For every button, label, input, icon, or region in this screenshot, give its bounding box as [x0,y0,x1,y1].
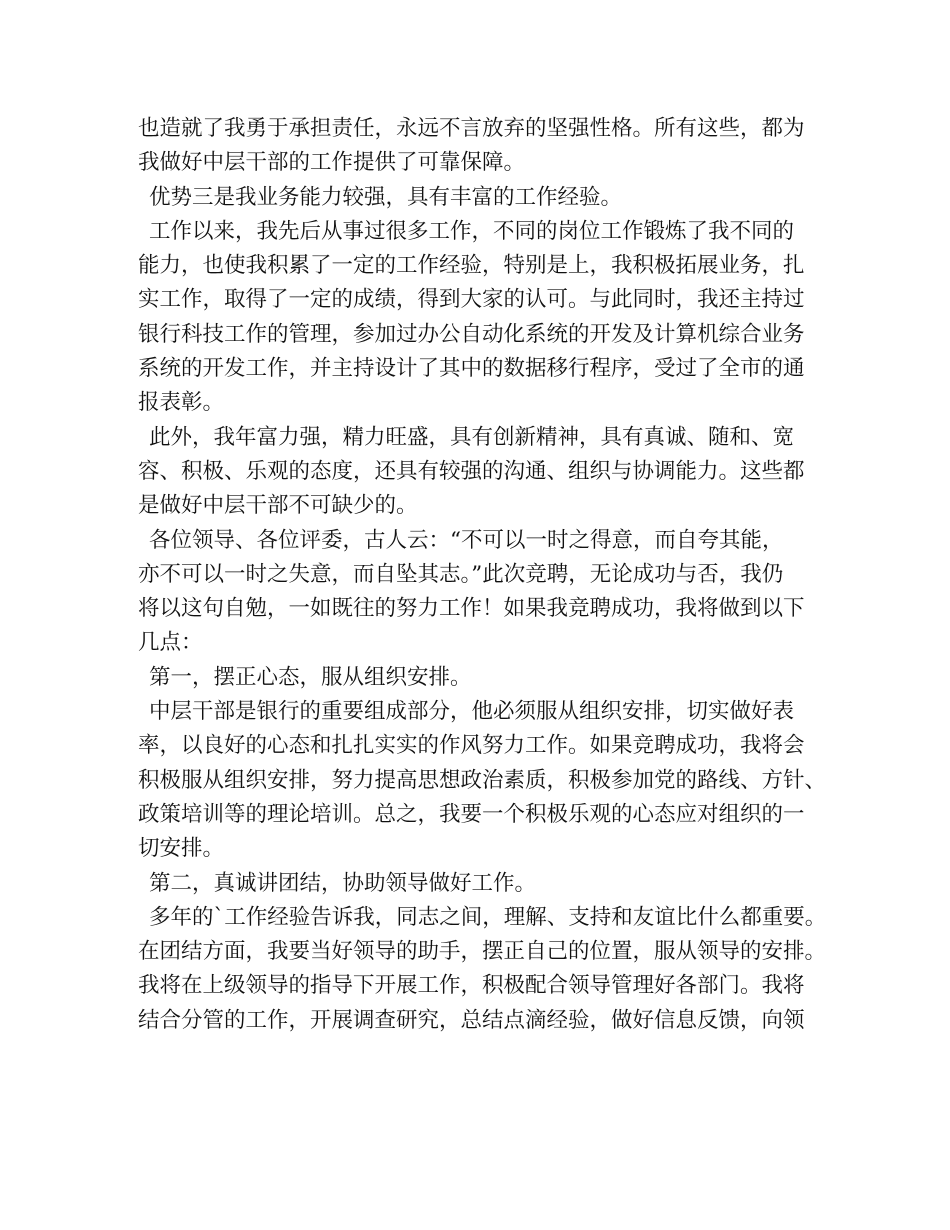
text-line: 在团结方面，我要当好领导的助手，摆正自己的位置，服从领导的安排。 [138,939,827,965]
text-line: 政策培训等的理论培训。总之，我要一个积极乐观的心态应对组织的一 [138,801,805,827]
text-line: 率，以良好的心态和扎扎实实的作风努力工作。如果竞聘成功，我将会 [138,733,805,759]
text-line: 第一，摆正心态，服从组织安排。 [149,664,472,690]
text-line: 系统的开发工作，并主持设计了其中的数据移行程序，受过了全市的通 [138,356,805,382]
text-line: 此外，我年富力强，精力旺盛，具有创新精神，具有真诚、随和、宽 [149,424,795,450]
text-line: 第二，真诚讲团结，协助领导做好工作。 [149,870,537,896]
text-line: 我将在上级领导的指导下开展工作，积极配合领导管理好各部门。我将 [138,973,805,999]
text-line: 积极服从组织安排，努力提高思想政治素质，积极参加党的路线、方针、 [138,767,827,793]
text-line: 实工作，取得了一定的成绩，得到大家的认可。与此同时，我还主持过 [138,287,805,313]
text-line: 能力，也使我积累了一定的工作经验，特别是上，我积极拓展业务，扎 [138,253,805,279]
text-line: 结合分管的工作，开展调查研究，总结点滴经验，做好信息反馈，向领 [138,1007,805,1033]
text-line: 多年的`工作经验告诉我，同志之间，理解、支持和友谊比什么都重要。 [149,904,827,930]
text-line: 各位领导、各位评委，古人云：“不可以一时之得意，而自夸其能， [149,527,784,553]
document-body [138,112,828,1038]
text-line: 中层干部是银行的重要组成部分，他必须服从组织安排，切实做好表 [149,699,795,725]
text-line: 报表彰。 [138,390,225,416]
text-line: 亦不可以一时之失意，而自坠其志。”此次竞聘，无论成功与否，我仍 [138,561,784,587]
text-line: 是做好中层干部不可缺少的。 [138,493,418,519]
text-line: 我做好中层干部的工作提供了可靠保障。 [138,150,526,176]
text-line: 切安排。 [138,836,225,862]
text-line: 几点： [138,630,203,656]
text-line: 也造就了我勇于承担责任，永远不言放弃的坚强性格。所有这些，都为 [138,116,805,141]
text-line: 优势三是我业务能力较强，具有丰富的工作经验。 [149,184,623,210]
text-line: 容、积极、乐观的态度，还具有较强的沟通、组织与协调能力。这些都 [138,458,805,484]
text-line: 工作以来，我先后从事过很多工作，不同的岗位工作锻炼了我不同的 [149,218,795,244]
text-line: 银行科技工作的管理，参加过办公自动化系统的开发及计算机综合业务 [138,321,805,347]
text-line: 将以这句自勉，一如既往的努力工作！如果我竞聘成功，我将做到以下 [138,596,805,622]
